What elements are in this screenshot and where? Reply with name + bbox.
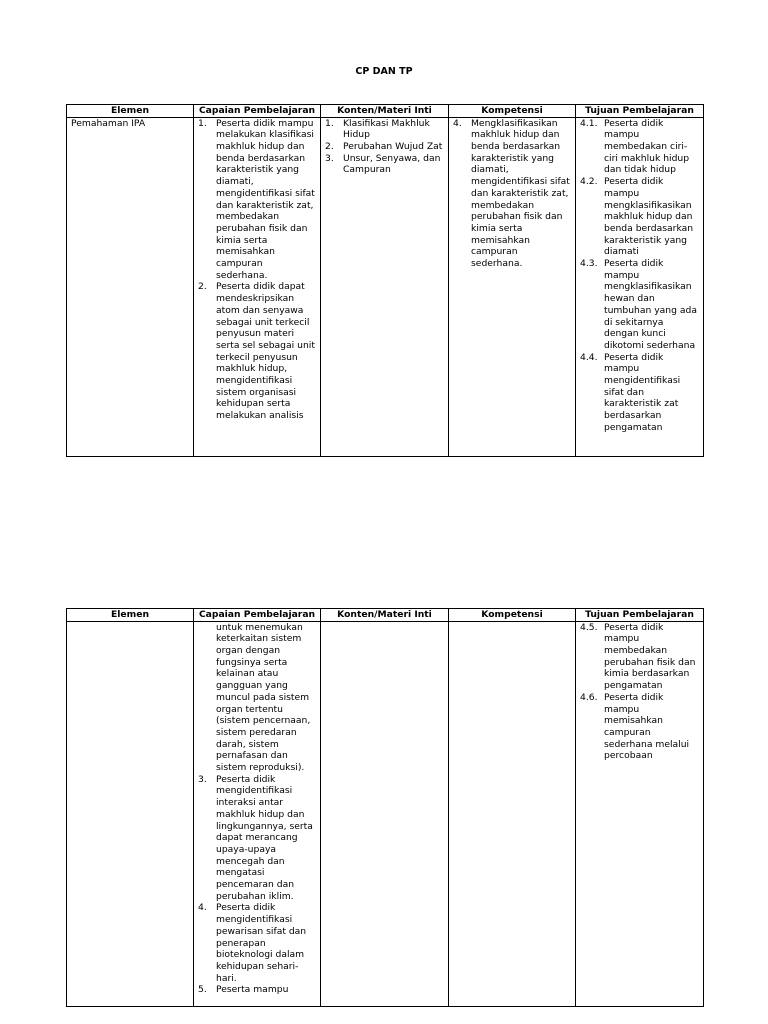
konten-cell	[321, 621, 449, 1006]
kompetensi-list	[453, 118, 571, 270]
list-item: 3. Unsur, Senyawa, dan Campuran	[325, 152, 441, 176]
header-row	[67, 105, 704, 118]
tujuan-cell	[576, 117, 704, 456]
list-item: 1. Peserta didik mampu melakukan klasifikasi makhluk hidup dan benda berdasarkan karakteristik yang diamati, mengidentifikasi sifat dan karakteristik zat, membedakan perubahan fisik dan kimia serta memisahkan campuran sederhana.	[198, 117, 315, 281]
tujuan-cell	[576, 621, 704, 1006]
header-kompetensi: Kompetensi	[449, 609, 576, 622]
table-row	[67, 621, 704, 1006]
header-konten-materi-inti: Konten/Materi Inti	[321, 609, 449, 622]
header-kompetensi: Kompetensi	[449, 105, 576, 118]
tujuan-list	[580, 622, 699, 762]
header-capaian-pembelajaran: Capaian Pembelajaran	[194, 609, 321, 622]
header-elemen: Elemen	[67, 609, 194, 622]
capaian-list	[198, 622, 316, 997]
kompetensi-cell	[449, 621, 576, 1006]
list-item: 4. Peserta didik mengidentifikasi pewarisan sifat dan penerapan bioteknologi dalam kehidupan sehari-hari.	[198, 902, 307, 984]
capaian-cell	[194, 117, 321, 456]
list-item: 2. Perubahan Wujud Zat	[325, 141, 443, 152]
header-tujuan-pembelajaran: Tujuan Pembelajaran	[576, 609, 704, 622]
elemen-text: Pemahaman IPA	[71, 117, 146, 129]
list-item: 4.3. Peserta didik mampu mengklasifikasikan hewan dan tumbuhan yang ada di sekitarnya dengan kunci dikotomi sederhana	[580, 258, 697, 351]
list-item: 5. Peserta mampu	[198, 984, 289, 996]
list-item: 4. Mengklasifikasikan makhluk hidup dan benda berdasarkan karakteristik yang diamati, mengidentifikasi sifat dan karakteristik zat, membedakan perubahan fisik dan kimia serta memisahkan campuran sederhana.	[453, 117, 570, 270]
list-item: 4.5. Peserta didik mampu membedakan perubahan fisik dan kimia berdasarkan pengamatan	[580, 621, 696, 692]
list-item: 1. Klasifikasi Makhluk Hidup	[325, 117, 430, 141]
cp-tp-table-page-1	[66, 104, 704, 457]
konten-list	[325, 118, 444, 177]
header-row	[67, 609, 704, 622]
list-item: 4.4. Peserta didik mampu mengidentifikasi sifat dan karakteristik zat berdasarkan pengamatan	[580, 351, 681, 433]
capaian-list	[198, 118, 316, 422]
list-item: 4.2. Peserta didik mampu mengklasifikasikan makhluk hidup dan benda berdasarkan karakteristik yang diamati	[580, 176, 694, 258]
page-title: CP DAN TP	[355, 66, 413, 77]
elemen-cell	[67, 117, 194, 456]
header-capaian-pembelajaran: Capaian Pembelajaran	[194, 105, 321, 118]
header-tujuan-pembelajaran: Tujuan Pembelajaran	[576, 105, 704, 118]
table-row	[67, 117, 704, 456]
list-item: 3. Peserta didik mengidentifikasi interaksi antar makhluk hidup dan lingkungannya, serta dapat merancang upaya-upaya mencegah dan mengatasi pencemaran dan perubahan iklim.	[198, 773, 313, 902]
list-item: 2. Peserta didik dapat mendeskripsikan atom dan senyawa sebagai unit terkecil penyusun materi serta sel sebagai unit terkecil penyusun makhluk hidup, mengidentifikasi sistem organisasi kehidupan serta melakukan analisis	[198, 281, 315, 422]
list-item: 4.6. Peserta didik mampu memisahkan campuran sederhana melalui percobaan	[580, 691, 690, 762]
list-item: 4.1. Peserta didik mampu membedakan ciri-ciri makhluk hidup dan tidak hidup	[580, 117, 690, 176]
header-konten-materi-inti: Konten/Materi Inti	[321, 105, 449, 118]
kompetensi-cell	[449, 117, 576, 456]
cp-tp-table-page-2	[66, 608, 704, 1007]
tujuan-list	[580, 118, 699, 434]
list-item-continued: untuk menemukan keterkaitan sistem organ dengan fungsinya serta kelainan atau gangguan yang muncul pada sistem organ tertentu (sistem pencernaan, sistem peredaran darah, sistem pernafasan dan sistem reproduksi).	[216, 621, 311, 774]
elemen-cell	[67, 621, 194, 1006]
konten-cell	[321, 117, 449, 456]
header-elemen: Elemen	[67, 105, 194, 118]
capaian-cell	[194, 621, 321, 1006]
